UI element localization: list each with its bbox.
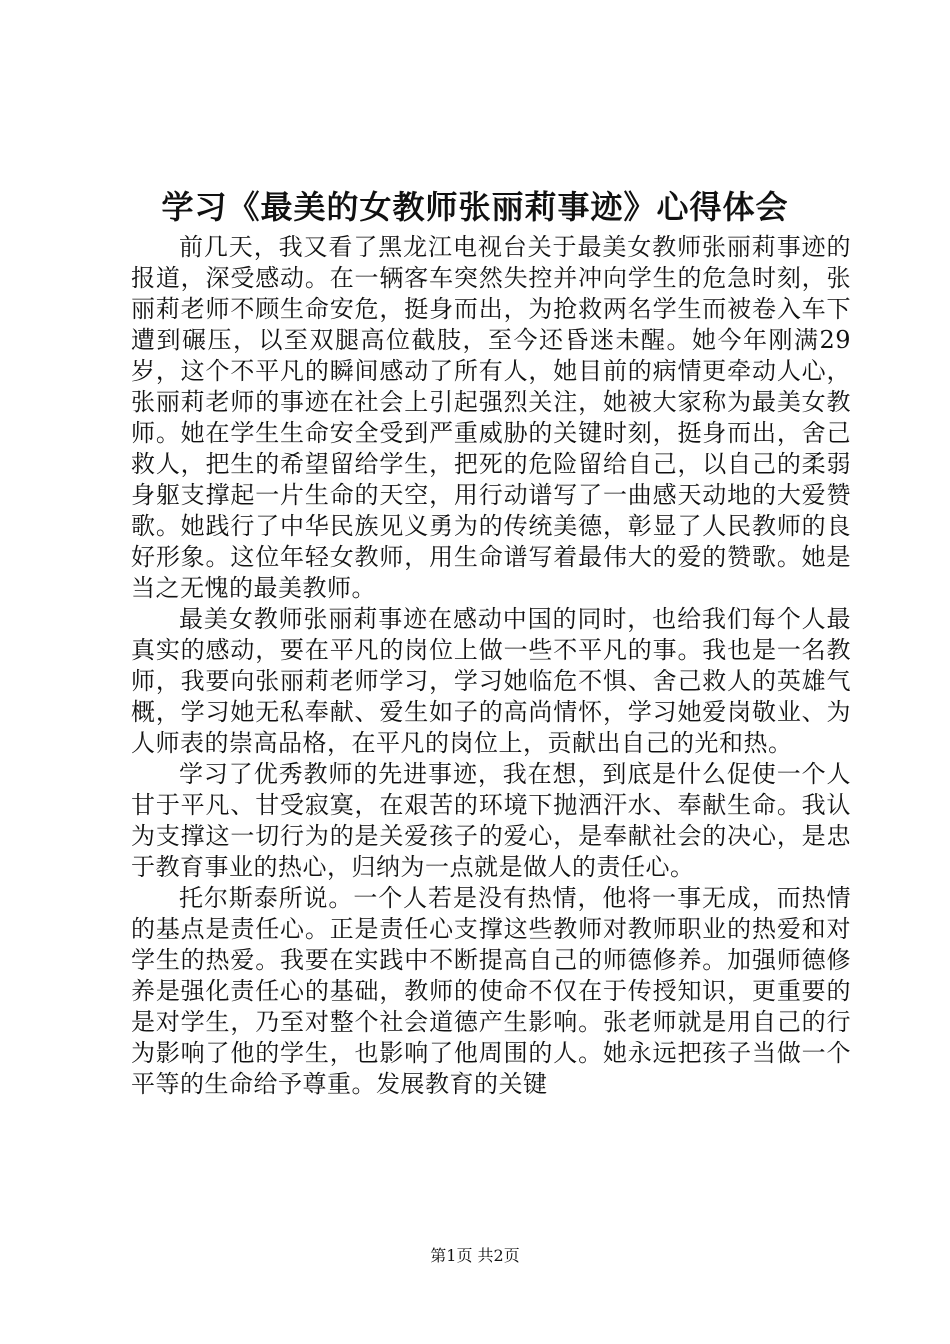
paragraph-4: 托尔斯泰所说。一个人若是没有热情，他将一事无成，而热情的基点是责任心。正是责任心支撑这些教师对教师职业的热爱和对学生的热爱。我要在实践中不断提高自己的师德修养。加强师德修养是强化责任心的基础，教师的使命不仅在于传授知识，更重要的是对学生，乃至对整个社会道德产生影响。张老师就是用自己的行为影响了他的学生，也影响了他周围的人。她永远把孩子当做一个平等的生命给予尊重。发展教育的关键: [131, 884, 851, 1098]
document-body: [131, 232, 851, 1100]
paragraph-3: 学习了优秀教师的先进事迹，我在想，到底是什么促使一个人甘于平凡、甘受寂寞，在艰苦的环境下抛洒汗水、奉献生命。我认为支撑这一切行为的是关爱孩子的爱心，是奉献社会的决心，是忠于教育事业的热心，归纳为一点就是做人的责任心。: [131, 760, 851, 881]
paragraph-2: 最美女教师张丽莉事迹在感动中国的同时，也给我们每个人最真实的感动，要在平凡的岗位上做一些不平凡的事。我也是一名教师，我要向张丽莉老师学习，学习她临危不惧、舍己救人的英雄气概，学习她无私奉献、爱生如子的高尚情怀，学习她爱岗敬业、为人师表的崇高品格，在平凡的岗位上，贡献出自己的光和热。: [131, 605, 851, 757]
document-title: 学习《最美的女教师张丽莉事迹》心得体会: [161, 188, 789, 226]
paragraph-1: 前几天，我又看了黑龙江电视台关于最美女教师张丽莉事迹的报道，深受感动。在一辆客车突然失控并冲向学生的危急时刻，张丽莉老师不顾生命安危，挺身而出，为抢救两名学生而被卷入车下遭到碾压，以至双腿高位截肢，至今还昏迷未醒。她今年刚满29岁，这个不平凡的瞬间感动了所有人，她目前的病情更牵动人心，张丽莉老师的事迹在社会上引起强烈关注，她被大家称为最美女教师。她在学生生命安全受到严重威胁的关键时刻，挺身而出，舍己救人，把生的希望留给学生，把死的危险留给自己，以自己的柔弱身躯支撑起一片生命的天空，用行动谱写了一曲感天动地的大爱赞歌。她践行了中华民族见义勇为的传统美德，彰显了人民教师的良好形象。这位年轻女教师，用生命谱写着最伟大的爱的赞歌。她是当之无愧的最美教师。: [131, 233, 851, 602]
page-footer: 第1页 共2页: [430, 1246, 520, 1265]
